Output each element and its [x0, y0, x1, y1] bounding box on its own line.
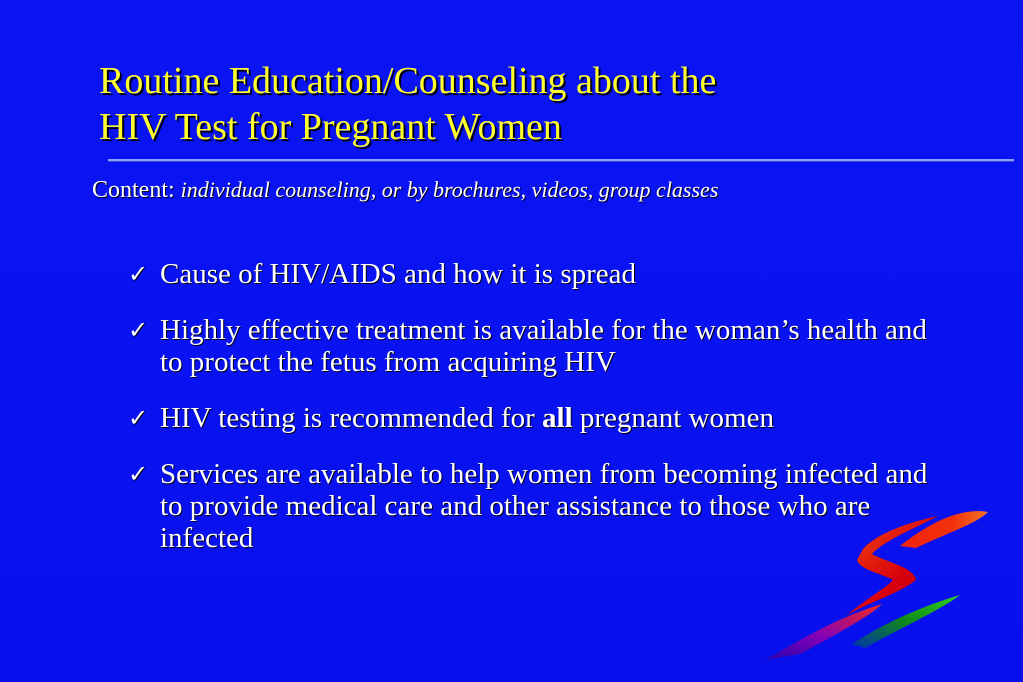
check-icon: ✓: [128, 316, 149, 344]
content-label: Content:: [92, 177, 175, 203]
check-icon: ✓: [128, 460, 149, 488]
title-line-1: Routine Education/Counseling about the: [99, 60, 717, 102]
purple-swoosh: [765, 604, 882, 660]
bullet-text: Cause of HIV/AIDS and how it is spread: [160, 258, 637, 290]
bullet-text-before: HIV testing is recommended for: [160, 402, 543, 434]
check-icon: ✓: [128, 404, 149, 432]
bullet-text-after: pregnant women: [572, 402, 774, 434]
check-icon: ✓: [128, 260, 149, 288]
title-line-2: HIV Test for Pregnant Women: [99, 106, 562, 148]
bullet-item: [128, 402, 948, 434]
title-divider: [108, 159, 1014, 161]
slide-title: [99, 58, 979, 150]
bullet-text: Highly effective treatment is available for the woman’s health and to protect the fetus from acquiring HIV: [160, 314, 927, 378]
bullet-text: Services are available to help women from becoming infected and to provide medical care and other assistance to those who are infected: [160, 458, 928, 554]
abstract-swoosh-logo: [740, 490, 1010, 670]
red-top-swoosh: [900, 511, 988, 548]
content-detail: individual counseling, or by brochures, videos, group classes: [180, 177, 719, 202]
bullet-item: [128, 314, 948, 378]
bullet-emphasis: all: [542, 402, 573, 434]
bullet-item: [128, 258, 948, 290]
content-description: [92, 172, 852, 208]
